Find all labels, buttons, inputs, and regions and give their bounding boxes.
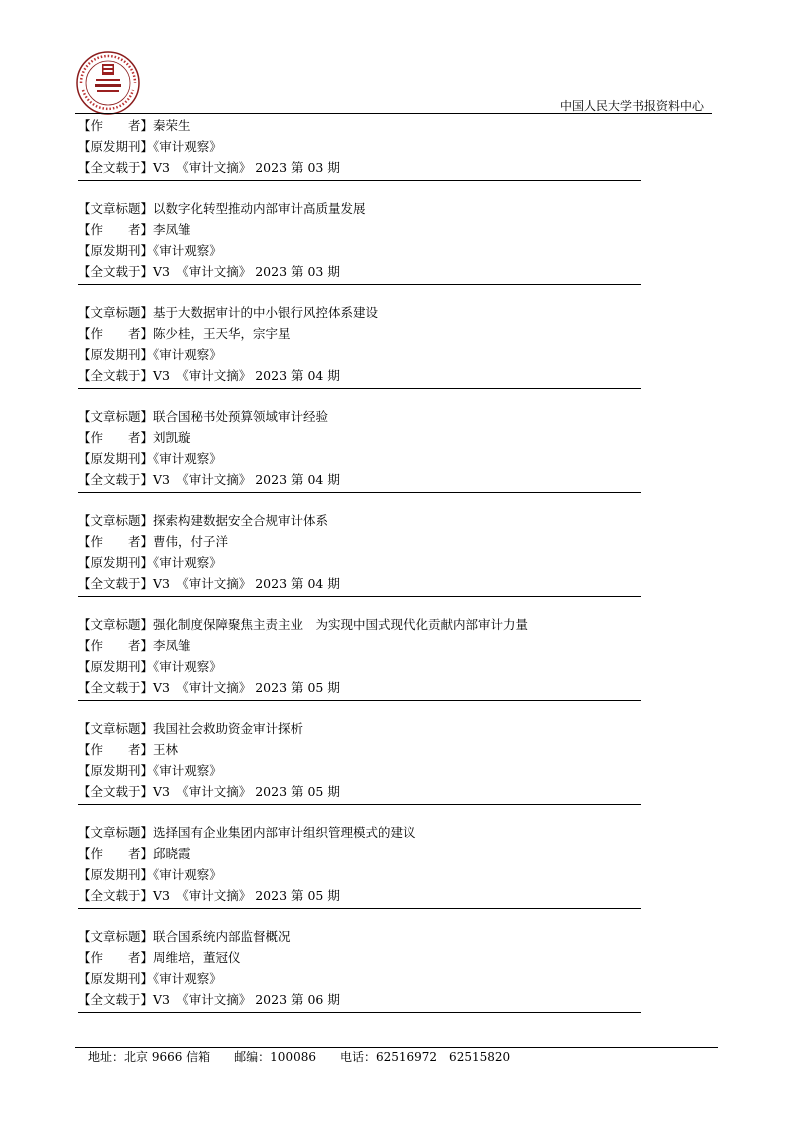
article-reprint-label: 【全文载于】 — [78, 160, 154, 175]
article-reprint: V3 《审计文摘》 2023 第 06 期 — [153, 992, 340, 1007]
article-reprint-line — [78, 781, 678, 802]
article-reprint: V3 《审计文摘》 2023 第 04 期 — [153, 368, 340, 383]
article-source: 《审计观察》 — [153, 867, 222, 882]
article-author-label: 【作 者】 — [78, 118, 154, 133]
article-source-line — [78, 448, 678, 469]
article-source-label: 【原发期刊】 — [78, 659, 154, 674]
article-source-label: 【原发期刊】 — [78, 451, 154, 466]
article-author-label: 【作 者】 — [78, 222, 154, 237]
article-title-label: 【文章标题】 — [78, 305, 154, 320]
article-title-line — [78, 614, 678, 635]
article-record — [78, 302, 678, 406]
article-title-line — [78, 198, 678, 219]
record-separator — [78, 906, 678, 926]
record-separator — [78, 178, 678, 198]
article-author-label: 【作 者】 — [78, 742, 154, 757]
article-record — [78, 115, 678, 198]
article-source: 《审计观察》 — [153, 139, 222, 154]
record-separator — [78, 490, 678, 510]
article-source-label: 【原发期刊】 — [78, 763, 154, 778]
article-author-label: 【作 者】 — [78, 950, 154, 965]
article-source-label: 【原发期刊】 — [78, 867, 154, 882]
article-source: 《审计观察》 — [153, 659, 222, 674]
article-author: 刘凯璇 — [153, 430, 191, 445]
article-author-line — [78, 739, 678, 760]
article-author-label: 【作 者】 — [78, 326, 154, 341]
article-record — [78, 406, 678, 510]
article-author-label: 【作 者】 — [78, 846, 154, 861]
article-source-line — [78, 656, 678, 677]
article-reprint: V3 《审计文摘》 2023 第 03 期 — [153, 264, 340, 279]
article-title-label: 【文章标题】 — [78, 929, 154, 944]
article-source: 《审计观察》 — [153, 347, 222, 362]
article-author: 李凤雏 — [153, 638, 191, 653]
article-record — [78, 198, 678, 302]
article-title: 以数字化转型推动内部审计高质量发展 — [153, 201, 366, 216]
article-source-label: 【原发期刊】 — [78, 971, 154, 986]
article-reprint: V3 《审计文摘》 2023 第 04 期 — [153, 472, 340, 487]
article-title-label: 【文章标题】 — [78, 409, 154, 424]
article-title: 选择国有企业集团内部审计组织管理模式的建议 — [153, 825, 416, 840]
article-author-label: 【作 者】 — [78, 534, 154, 549]
article-source-line — [78, 552, 678, 573]
article-title-line — [78, 406, 678, 427]
article-source: 《审计观察》 — [153, 555, 222, 570]
article-reprint: V3 《审计文摘》 2023 第 05 期 — [153, 888, 340, 903]
record-list — [78, 115, 678, 1030]
article-title-label: 【文章标题】 — [78, 513, 154, 528]
article-source-line — [78, 344, 678, 365]
article-author: 周维培，董冠仪 — [153, 950, 241, 965]
article-reprint-line — [78, 261, 678, 282]
article-author: 陈少桂，王天华，宗宇星 — [153, 326, 291, 341]
article-reprint-line — [78, 677, 678, 698]
article-reprint-label: 【全文载于】 — [78, 784, 154, 799]
article-reprint-line — [78, 989, 678, 1010]
header-divider — [75, 113, 712, 114]
article-source-line — [78, 864, 678, 885]
article-source: 《审计观察》 — [153, 451, 222, 466]
article-title-line — [78, 926, 678, 947]
header-org-name: 中国人民大学书报资料中心 — [559, 99, 704, 113]
article-reprint: V3 《审计文摘》 2023 第 04 期 — [153, 576, 340, 591]
article-source-label: 【原发期刊】 — [78, 347, 154, 362]
article-title: 联合国秘书处预算领域审计经验 — [153, 409, 329, 424]
article-record — [78, 614, 678, 718]
article-author-line — [78, 219, 678, 240]
article-author-line — [78, 531, 678, 552]
article-author: 曹伟，付子洋 — [153, 534, 229, 549]
article-reprint: V3 《审计文摘》 2023 第 05 期 — [153, 784, 340, 799]
article-title-label: 【文章标题】 — [78, 201, 154, 216]
article-reprint-label: 【全文载于】 — [78, 368, 154, 383]
article-reprint: V3 《审计文摘》 2023 第 03 期 — [153, 160, 340, 175]
article-title: 基于大数据审计的中小银行风控体系建设 — [153, 305, 379, 320]
article-source: 《审计观察》 — [153, 971, 222, 986]
article-author: 李凤雏 — [153, 222, 191, 237]
record-separator — [78, 698, 678, 718]
article-reprint-line — [78, 365, 678, 386]
article-author-line — [78, 323, 678, 344]
footer-address: 地址：北京 9666 信箱 邮编：100086 电话：62516972 62515820 — [88, 1050, 511, 1064]
article-reprint-label: 【全文载于】 — [78, 888, 154, 903]
article-title-label: 【文章标题】 — [78, 617, 154, 632]
article-title-label: 【文章标题】 — [78, 721, 154, 736]
record-separator — [78, 594, 678, 614]
record-separator — [78, 802, 678, 822]
article-author-line — [78, 843, 678, 864]
article-title: 联合国系统内部监督概况 — [153, 929, 291, 944]
article-record — [78, 510, 678, 614]
article-author-line — [78, 427, 678, 448]
record-separator — [78, 386, 678, 406]
article-title: 我国社会救助资金审计探析 — [153, 721, 304, 736]
article-source-line — [78, 968, 678, 989]
article-source: 《审计观察》 — [153, 763, 222, 778]
article-author: 秦荣生 — [153, 118, 191, 133]
article-author-line — [78, 947, 678, 968]
article-reprint: V3 《审计文摘》 2023 第 05 期 — [153, 680, 340, 695]
article-reprint-label: 【全文载于】 — [78, 576, 154, 591]
article-source-label: 【原发期刊】 — [78, 139, 154, 154]
article-title-label: 【文章标题】 — [78, 825, 154, 840]
article-author-line — [78, 115, 678, 136]
article-source-line — [78, 240, 678, 261]
article-source-line — [78, 136, 678, 157]
article-source-label: 【原发期刊】 — [78, 243, 154, 258]
article-author-label: 【作 者】 — [78, 430, 154, 445]
article-record — [78, 822, 678, 926]
article-reprint-line — [78, 157, 678, 178]
article-source: 《审计观察》 — [153, 243, 222, 258]
article-title-line — [78, 718, 678, 739]
article-source-label: 【原发期刊】 — [78, 555, 154, 570]
article-reprint-label: 【全文载于】 — [78, 472, 154, 487]
record-separator — [78, 282, 678, 302]
article-title-line — [78, 510, 678, 531]
article-title-line — [78, 822, 678, 843]
article-reprint-line — [78, 885, 678, 906]
article-record — [78, 926, 678, 1030]
article-author-line — [78, 635, 678, 656]
article-title: 强化制度保障聚焦主责主业 为实现中国式现代化贡献内部审计力量 — [153, 617, 529, 632]
article-reprint-line — [78, 573, 678, 594]
article-reprint-line — [78, 469, 678, 490]
logo-seal — [75, 50, 141, 116]
article-reprint-label: 【全文载于】 — [78, 680, 154, 695]
article-author: 邱晓霞 — [153, 846, 191, 861]
article-record — [78, 718, 678, 822]
article-author: 王林 — [153, 742, 179, 757]
article-reprint-label: 【全文载于】 — [78, 264, 154, 279]
article-title-line — [78, 302, 678, 323]
record-separator — [78, 1010, 678, 1030]
article-source-line — [78, 760, 678, 781]
article-reprint-label: 【全文载于】 — [78, 992, 154, 1007]
article-title: 探索构建数据安全合规审计体系 — [153, 513, 329, 528]
article-author-label: 【作 者】 — [78, 638, 154, 653]
